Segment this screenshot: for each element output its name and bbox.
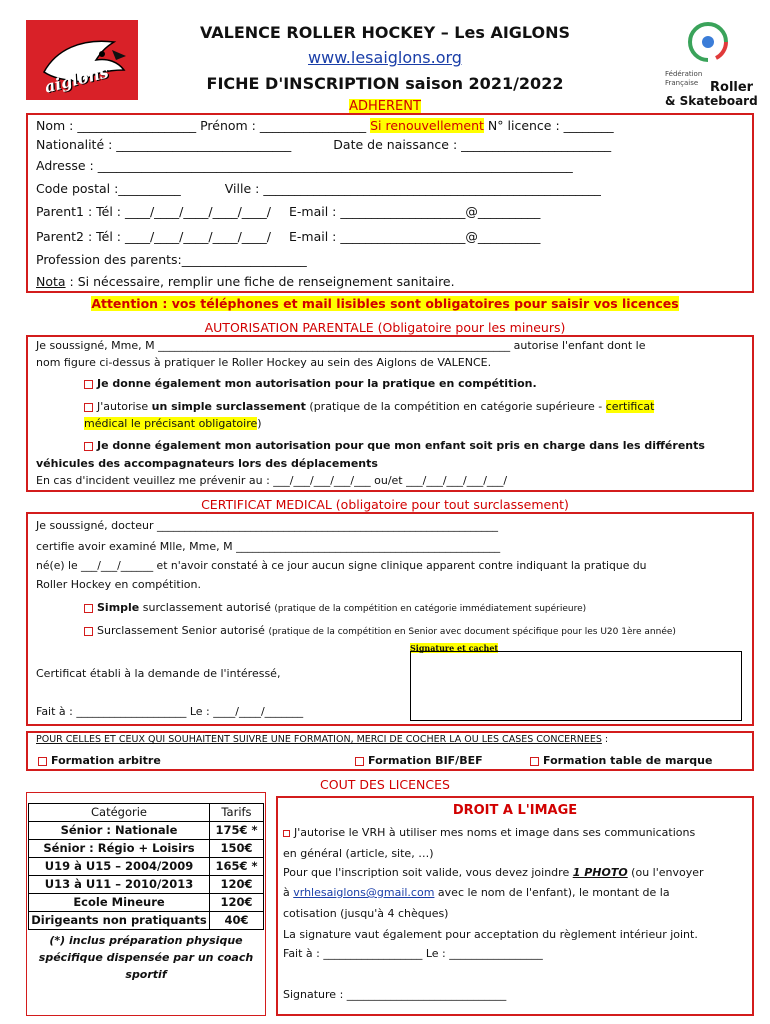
droit-line1: J'autorise le VRH à utiliser mes noms et image dans ses communications — [294, 826, 696, 839]
club-title: VALENCE ROLLER HOCKEY – Les AIGLONS — [199, 23, 571, 42]
tarif-cat: Dirigeants non pratiquants — [29, 912, 210, 930]
droit-line3-c: (ou l'envoyer — [627, 866, 704, 879]
cert-line2[interactable]: certifie avoir examiné Mlle, Mme, M ________________________________________________ — [36, 540, 501, 553]
opt2-text-f: ) — [257, 417, 262, 430]
droit-line5: cotisation (jusqu'à 4 chèques) — [283, 907, 449, 920]
surclassement-checkbox[interactable] — [84, 403, 93, 412]
droit-photo: 1 PHOTO — [572, 866, 628, 879]
table-row — [29, 912, 264, 930]
formation-title: POUR CELLES ET CEUX QUI SOUHAITENT SUIVRE UNE FORMATION, MERCI DE COCHER LA OU LES CASES CONCERNEES — [36, 734, 602, 745]
tarifs-header-cat: Catégorie — [29, 804, 210, 822]
tarifs-table — [28, 803, 264, 930]
parent2-phone[interactable]: Parent2 : Tél : ____/____/____/____/____/ — [36, 229, 272, 244]
cert-opt2-b: (pratique de la compétition en Senior avec document spécifique pour les U20 1ère année) — [268, 627, 676, 637]
website-link[interactable]: www.lesaiglons.org — [308, 48, 462, 67]
federation-ring-icon — [678, 20, 738, 66]
formation-colon: : — [601, 734, 609, 745]
cp-field[interactable]: Code postal :__________ — [36, 181, 181, 196]
opt2-text-d: certificat — [605, 400, 655, 413]
tarif-price: 120€ — [210, 876, 264, 894]
droit-line2: en général (article, site, …) — [283, 847, 434, 860]
droit-line3-a: Pour que l'inscription soit valide, vous devez joindre — [283, 866, 573, 879]
opt3-text-b: véhicules des accompagnateurs lors des déplacements — [36, 457, 378, 470]
droit-line4-a: à — [283, 886, 294, 899]
certificat-title: CERTIFICAT MEDICAL (obligatoire pour tout surclassement) — [201, 497, 569, 512]
prenom-field[interactable]: Prénom : _________________ — [200, 118, 367, 133]
attention-banner: Attention : vos téléphones et mail lisibles sont obligatoires pour saisir vos licences — [91, 296, 679, 311]
adresse-field[interactable]: Adresse : ____________________________________________________________________________ — [36, 158, 573, 173]
senior-surclassement-checkbox[interactable] — [84, 627, 93, 636]
renew-label: Si renouvellement — [370, 118, 484, 133]
signature-cachet-box[interactable] — [410, 651, 742, 721]
tarif-price: 120€ — [210, 894, 264, 912]
tarifs-header-price: Tarifs — [210, 804, 264, 822]
autorisation-title: AUTORISATION PARENTALE (Obligatoire pour les mineurs) — [204, 320, 566, 335]
autorisation-line2: nom figure ci-dessus à pratiquer le Roller Hockey au sein des Aiglons de VALENCE. — [36, 356, 492, 369]
signature-cachet-label: Signature et cachet — [410, 643, 499, 653]
droit-fait[interactable]: Fait à : __________________ Le : _________________ — [283, 947, 543, 960]
parent1-email[interactable]: E-mail : ____________________@__________ — [289, 204, 541, 219]
federation-roller: Roller — [710, 80, 754, 95]
ville-field[interactable]: Ville : ______________________________________________________ — [224, 181, 601, 196]
table-row — [29, 876, 264, 894]
cert-line3[interactable]: né(e) le ___/___/______ et n'avoir constaté à ce jour aucun signe clinique apparent contre indiquant la pratique du — [36, 559, 647, 572]
tarif-cat: Sénior : Nationale — [29, 822, 210, 840]
droit-signature[interactable]: Signature : _____________________________ — [283, 988, 507, 1001]
opt3-text-a: Je donne également mon autorisation pour que mon enfant soit pris en charge dans les différents — [97, 439, 705, 452]
opt2-text-a: J'autorise — [97, 400, 152, 413]
nationalite-field[interactable]: Nationalité : ____________________________ — [36, 137, 292, 152]
formation-table: Formation table de marque — [543, 754, 713, 767]
tarif-cat: U13 à U11 – 2010/2013 — [29, 876, 210, 894]
table-row — [29, 894, 264, 912]
naissance-field[interactable]: Date de naissance : ________________________ — [333, 137, 612, 152]
parent2-email[interactable]: E-mail : ____________________@__________ — [289, 229, 541, 244]
table-row — [29, 858, 264, 876]
federation-skate: & Skateboard — [665, 94, 758, 108]
incident-phone[interactable]: En cas d'incident veuillez me prévenir au : ___/___/___/___/___ ou/et ___/___/___/___/___/ — [36, 474, 508, 487]
bif-bef-checkbox[interactable] — [355, 757, 364, 766]
tarifs-note: (*) inclus préparation physique spécifique dispensée par un coach sportif — [38, 934, 254, 981]
table-row — [29, 822, 264, 840]
cert-opt1-c: (pratique de la compétition en catégorie immédiatement supérieure) — [274, 604, 587, 614]
formation-arbitre: Formation arbitre — [51, 754, 161, 767]
parent1-phone[interactable]: Parent1 : Tél : ____/____/____/____/____/ — [36, 204, 272, 219]
transport-checkbox[interactable] — [84, 442, 93, 451]
arbitre-checkbox[interactable] — [38, 757, 47, 766]
simple-surclassement-checkbox[interactable] — [84, 604, 93, 613]
federation-line2: Française — [665, 79, 699, 87]
federation-line1: Fédération — [665, 70, 703, 78]
nom-field[interactable]: Nom : ___________________ — [36, 118, 197, 133]
tarif-price: 40€ — [210, 912, 264, 930]
cout-title: COUT DES LICENCES — [320, 777, 450, 792]
cert-fait[interactable]: Fait à : ____________________ Le : ____/____/_______ — [36, 705, 304, 718]
tarif-price: 175€ * — [210, 822, 264, 840]
autorisation-line1: Je soussigné, Mme, M ________________________________________________________________ autorise l'enfant dont le — [36, 339, 646, 352]
formation-bif: Formation BIF/BEF — [368, 754, 483, 767]
droit-title: DROIT A L'IMAGE — [452, 803, 578, 818]
tarif-cat: U19 à U15 – 2004/2009 — [29, 858, 210, 876]
cert-opt1-b: surclassement autorisé — [139, 601, 275, 614]
nota-text: : Si nécessaire, remplir une fiche de renseignement sanitaire. — [65, 274, 455, 289]
opt2-text-c: (pratique de la compétition en catégorie supérieure - — [305, 400, 606, 413]
licence-field[interactable]: N° licence : ________ — [487, 118, 614, 133]
profession-field[interactable]: Profession des parents:____________________ — [36, 252, 307, 267]
cert-line4: Roller Hockey en compétition. — [36, 578, 201, 591]
tarif-cat: Ecole Mineure — [29, 894, 210, 912]
cert-line1[interactable]: Je soussigné, docteur ______________________________________________________________ — [36, 519, 499, 532]
tarif-price: 150€ — [210, 840, 264, 858]
email-link[interactable]: vrhlesaiglons@gmail.com — [293, 886, 435, 899]
nota-label: Nota — [36, 274, 66, 289]
competition-checkbox[interactable] — [84, 380, 93, 389]
table-row — [29, 840, 264, 858]
cert-etabli: Certificat établi à la demande de l'intéressé, — [36, 667, 281, 680]
logo-text: aiglons — [42, 62, 111, 97]
opt2-text-b: un simple surclassement — [151, 400, 306, 413]
table-marque-checkbox[interactable] — [530, 757, 539, 766]
droit-line4-b: avec le nom de l'enfant), le montant de la — [434, 886, 670, 899]
opt2-text-e: médical le précisant obligatoire — [84, 417, 258, 430]
form-title: FICHE D'INSCRIPTION saison 2021/2022 — [206, 74, 564, 93]
cert-opt1-a: Simple — [97, 601, 140, 614]
tarif-cat: Sénior : Régio + Loisirs — [29, 840, 210, 858]
droit-line6: La signature vaut également pour acceptation du règlement intérieur joint. — [283, 928, 698, 941]
opt1-label: Je donne également mon autorisation pour la pratique en compétition. — [97, 377, 537, 390]
cert-opt2-a: Surclassement Senior autorisé — [97, 624, 269, 637]
adherent-title: ADHERENT — [349, 99, 421, 114]
tarif-price: 165€ * — [210, 858, 264, 876]
image-checkbox[interactable] — [283, 830, 290, 837]
